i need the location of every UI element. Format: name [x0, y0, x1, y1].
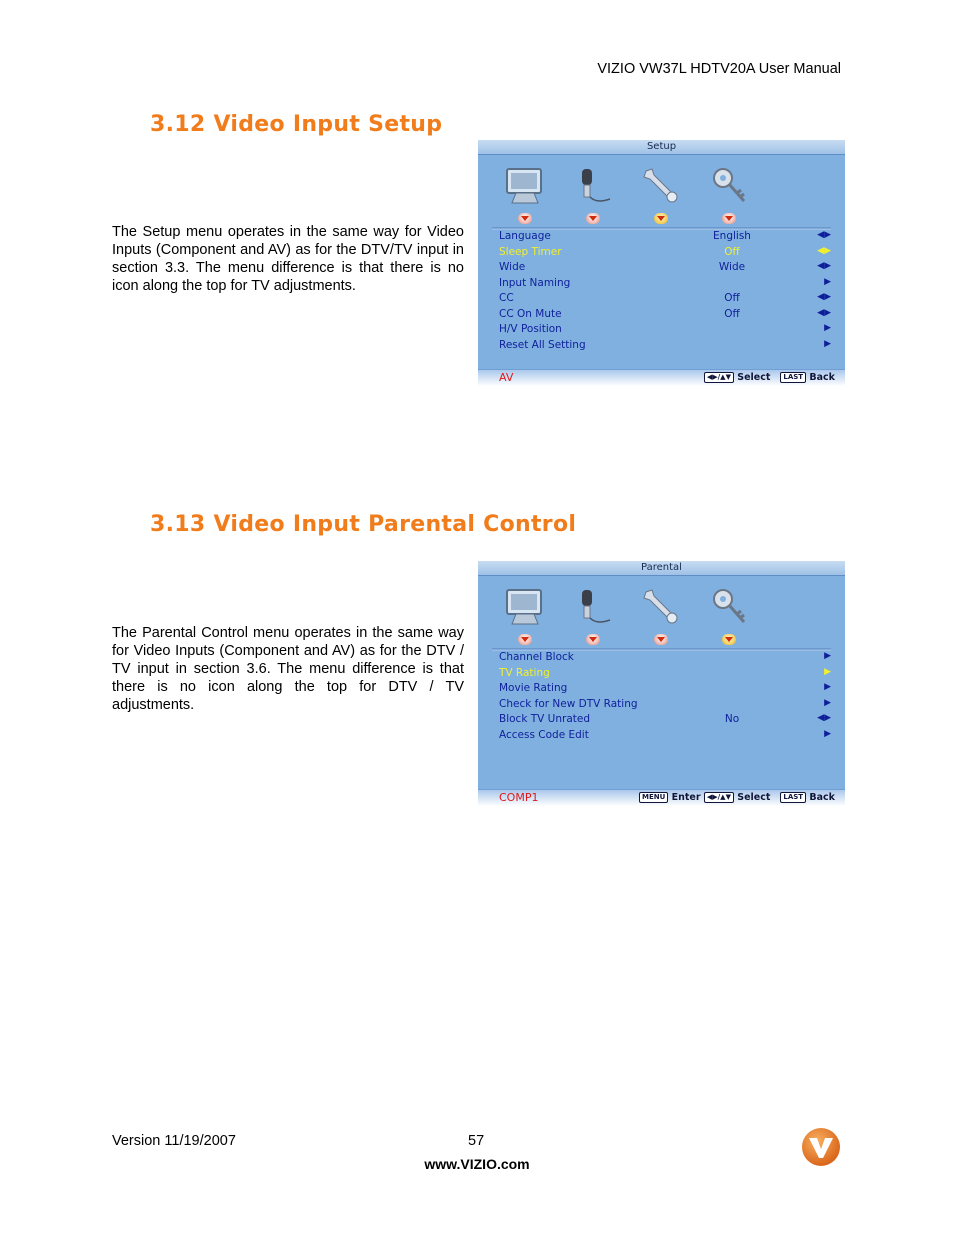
- nav-keys-icon: ◀▶/▲▼: [704, 372, 734, 383]
- menu-item-label: TV Rating: [499, 666, 550, 679]
- setup-menu-screenshot: [478, 140, 845, 386]
- menu-item-label: Movie Rating: [499, 682, 568, 694]
- menu-item[interactable]: [499, 308, 831, 323]
- left-right-arrow-icon: ◀▶: [817, 245, 831, 256]
- menu-item-label: Block TV Unrated: [499, 713, 591, 725]
- menu-item-label: Channel Block: [499, 651, 574, 663]
- parental-menu-screenshot: [478, 561, 845, 806]
- menu-item[interactable]: [499, 698, 831, 713]
- section-body-video-input-setup: The Setup menu operates in the same way for Video Inputs (Component and AV) as for the DTV/TV input in section 3.3. The menu difference is that there is no icon along the top for TV adjustments.: [112, 224, 464, 294]
- menu-footer: [478, 789, 845, 806]
- enter-hint: Enter: [671, 792, 701, 803]
- menu-item[interactable]: [499, 713, 831, 728]
- submenu-arrow-icon: ▶: [824, 276, 831, 287]
- submenu-arrow-icon: ▶: [824, 323, 831, 333]
- menu-item[interactable]: [499, 682, 831, 697]
- menu-footer: [478, 369, 845, 386]
- menu-item-value: Off: [724, 292, 740, 304]
- wrench-icon[interactable]: [638, 584, 684, 630]
- menu-item[interactable]: [499, 246, 831, 261]
- menu-item[interactable]: [499, 277, 831, 292]
- menu-hints: [639, 792, 835, 803]
- down-arrow-icon: [654, 213, 668, 224]
- submenu-arrow-icon: ▶: [824, 728, 831, 739]
- section-heading-video-input-parental: 3.13 Video Input Parental Control: [150, 512, 577, 537]
- submenu-arrow-icon: ▶: [824, 651, 831, 661]
- left-right-arrow-icon: ◀▶: [817, 307, 831, 318]
- menu-item[interactable]: [499, 261, 831, 276]
- wrench-icon[interactable]: [638, 163, 684, 209]
- key-icon[interactable]: [706, 163, 752, 209]
- submenu-arrow-icon: ▶: [824, 682, 831, 692]
- audio-icon[interactable]: [570, 163, 616, 209]
- menu-icon-bar: [478, 155, 845, 230]
- menu-item-label: Check for New DTV Rating: [499, 697, 638, 710]
- menu-item-value: Off: [724, 245, 740, 258]
- left-right-arrow-icon: ◀▶: [817, 261, 831, 271]
- last-key-icon: LAST: [780, 372, 806, 383]
- menu-item[interactable]: [499, 651, 831, 666]
- key-icon[interactable]: [706, 584, 752, 630]
- select-hint: Select: [737, 792, 771, 803]
- nav-keys-icon: ◀▶/▲▼: [704, 792, 734, 803]
- down-arrow-icon: [654, 634, 668, 645]
- left-right-arrow-icon: ◀▶: [817, 230, 831, 240]
- section-body-video-input-parental: The Parental Control menu operates in the same way for Video Inputs (Component and AV) as for the DTV / TV input in section 3.6. The menu difference is that there is no icon along the top for DTV / TV adjustments.: [112, 625, 464, 713]
- menu-item-label: Wide: [499, 261, 526, 273]
- menu-item[interactable]: [499, 323, 831, 338]
- down-arrow-icon: [518, 213, 532, 224]
- input-source-label: COMP1: [499, 791, 539, 804]
- menu-item-value: Wide: [718, 261, 746, 273]
- back-hint: Back: [809, 372, 835, 383]
- tv-picture-icon[interactable]: [502, 163, 548, 209]
- last-key-icon: LAST: [780, 792, 806, 803]
- footer-version: Version 11/19/2007: [112, 1133, 236, 1149]
- menu-item-label: Sleep Timer: [499, 245, 562, 258]
- menu-item[interactable]: [499, 339, 831, 354]
- page-number: 57: [468, 1133, 485, 1149]
- menu-item-label: Language: [499, 230, 551, 242]
- menu-item[interactable]: [499, 729, 831, 744]
- menu-item-label: H/V Position: [499, 323, 562, 335]
- manual-title: VIZIO VW37L HDTV20A User Manual: [597, 61, 841, 77]
- menu-icon-bar: [478, 576, 845, 651]
- menu-title: Parental: [478, 561, 845, 576]
- menu-hints: [704, 372, 835, 383]
- menu-key-icon: MENU: [639, 792, 668, 803]
- down-arrow-icon: [586, 213, 600, 224]
- submenu-arrow-icon: ▶: [824, 666, 831, 677]
- section-heading-video-input-setup: 3.12 Video Input Setup: [150, 112, 443, 137]
- down-arrow-icon: [586, 634, 600, 645]
- menu-item-label: Access Code Edit: [499, 728, 589, 741]
- menu-item[interactable]: [499, 230, 831, 245]
- left-right-arrow-icon: ◀▶: [817, 713, 831, 723]
- menu-item-label: CC: [499, 292, 514, 304]
- menu-item-label: Input Naming: [499, 276, 571, 289]
- select-hint: Select: [737, 372, 771, 383]
- menu-item-value: English: [713, 230, 751, 242]
- left-right-arrow-icon: ◀▶: [817, 292, 831, 302]
- menu-title: Setup: [478, 140, 845, 155]
- menu-item[interactable]: [499, 292, 831, 307]
- back-hint: Back: [809, 792, 835, 803]
- submenu-arrow-icon: ▶: [824, 338, 831, 349]
- down-arrow-icon: [518, 634, 532, 645]
- tv-picture-icon[interactable]: [502, 584, 548, 630]
- down-arrow-icon: [722, 634, 736, 645]
- menu-item-value: No: [724, 713, 740, 725]
- audio-icon[interactable]: [570, 584, 616, 630]
- down-arrow-icon: [722, 213, 736, 224]
- vizio-logo-icon: [801, 1127, 841, 1167]
- menu-item-label: Reset All Setting: [499, 338, 586, 351]
- footer-url: www.VIZIO.com: [424, 1156, 530, 1172]
- submenu-arrow-icon: ▶: [824, 697, 831, 708]
- menu-item[interactable]: [499, 667, 831, 682]
- menu-item-value: Off: [724, 307, 740, 320]
- input-source-label: AV: [499, 371, 514, 384]
- menu-item-label: CC On Mute: [499, 307, 562, 320]
